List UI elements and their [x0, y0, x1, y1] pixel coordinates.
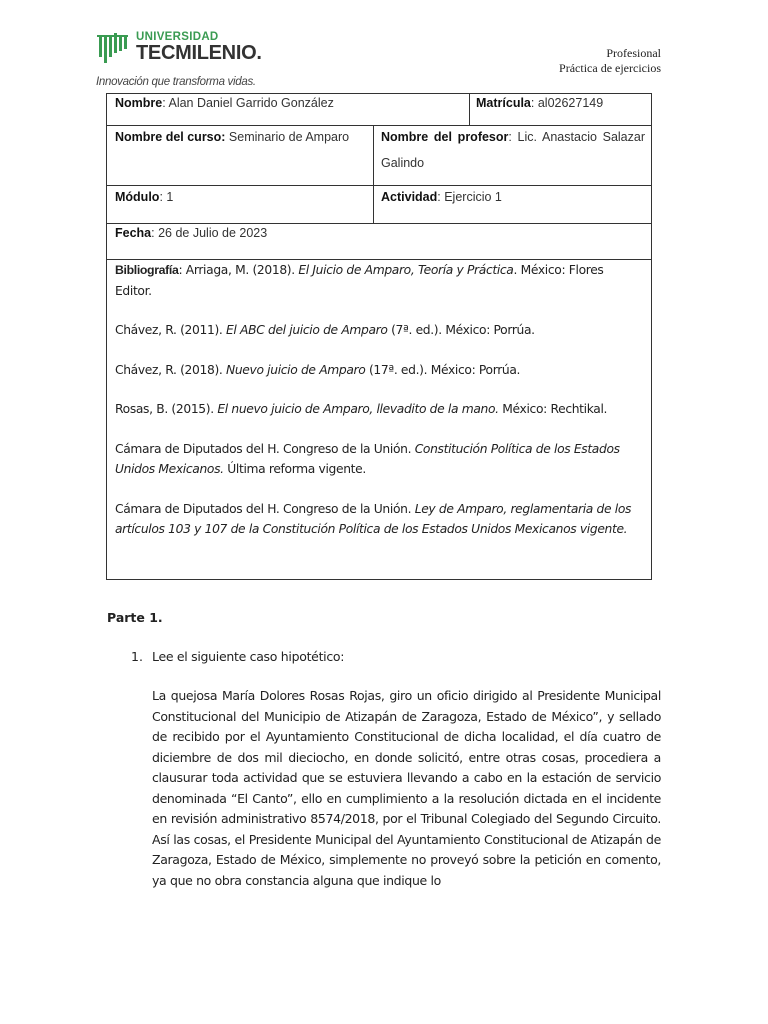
- logo-tagline: Innovación que transforma vidas.: [96, 76, 256, 88]
- bib-entry: [115, 320, 637, 341]
- profesor-label: Nombre del profesor: [381, 130, 509, 144]
- bib-entry-5-post: Última reforma vigente.: [223, 462, 366, 476]
- bib-entry: [115, 360, 637, 381]
- bib-entry: [115, 439, 637, 480]
- case-paragraph: La quejosa María Dolores Rosas Rojas, giro un oficio dirigido al Presidente Municipal Constitucional del Municipio de Atizapán de Zaragoza, Estado de México”, y sellado de recibido por el Ayuntamiento Constitucional de dicha localidad, el día cuatro de diciembre de dos mil dieciocho, en donde solicitó, entre otras cosas, procediera a clausurar toda actividad que se estuviera llevando a cabo en la estación de servicio denominada “El Canto”, ello en cumplimiento a la resolución dictada en el incidente en revisión administrativo 8574/2018, por el Tribunal Colegiado del Segundo Circuito. Así las cosas, el Presidente Municipal del Ayuntamiento Constitucional de Atizapán de Zaragoza, Estado de México, simplemente no proveyó sobre la petición en comento, ya que no obra constancia alguna que indique lo: [152, 688, 661, 888]
- bib-entry-2-post: (7ª. ed.). México: Porrúa.: [387, 323, 535, 337]
- curso-value: Seminario de Amparo: [225, 130, 350, 144]
- info-table: [106, 93, 652, 580]
- nombre-label: Nombre: [115, 96, 163, 110]
- cell-nombre: [115, 90, 465, 116]
- list-item-number: 1.: [131, 649, 143, 664]
- bib-entry-6-text: Cámara de Diputados del H. Congreso de la Unión.: [115, 501, 415, 516]
- bib-entry-4-text: Rosas, B. (2015).: [115, 402, 218, 416]
- matricula-label: Matrícula: [476, 96, 531, 110]
- bib-entry-5-text: Cámara de Diputados del H. Congreso de la Unión.: [115, 441, 415, 456]
- bib-entry-1-post: . México: Flores Editor.: [115, 263, 604, 298]
- bib-entry-3-title: Nuevo juicio de Amparo: [226, 362, 366, 377]
- bib-entry-4-title: El nuevo juicio de Amparo, llevadito de la mano.: [217, 402, 499, 416]
- bib-entry: [115, 499, 637, 540]
- bib-entry-2-text: Chávez, R. (2011).: [115, 323, 227, 337]
- actividad-label: Actividad: [381, 190, 438, 204]
- modulo-label: Módulo: [115, 190, 160, 204]
- logo-name-text: TECMILENIO.: [136, 42, 262, 64]
- profesor-value: : Lic. Anastacio Salazar Galindo: [381, 130, 645, 170]
- cell-profesor: [381, 124, 645, 176]
- bib-entry: [115, 399, 637, 420]
- tecmilenio-logo-icon: [97, 32, 133, 72]
- nombre-value: : Alan Daniel Garrido González: [162, 96, 334, 110]
- bib-entry-6-title: Ley de Amparo, reglamentaria de los artículos 103 y 107 de la Constitución Política de los Estados Unidos Mexicanos vigente.: [115, 501, 632, 536]
- list-item-text: Lee el siguiente caso hipotético:: [152, 649, 345, 664]
- bib-entry-5-title: Constitución Política de los Estados Unidos Mexicanos.: [115, 441, 620, 476]
- actividad-value: : Ejercicio 1: [437, 190, 502, 204]
- curso-label: Nombre del curso:: [115, 130, 226, 144]
- bib-entry-1-title: El Juicio de Amparo, Teoría y Práctica: [298, 263, 514, 277]
- bib-entry-3-text: Chávez, R. (2018).: [115, 362, 227, 377]
- bib-label: Bibliografía: [115, 263, 179, 277]
- logo-university-text: UNIVERSIDAD: [136, 31, 219, 43]
- cell-modulo: [115, 184, 365, 210]
- bib-entry-1-text: : Arriaga, M. (2018).: [178, 263, 299, 277]
- cell-curso: [115, 124, 367, 150]
- bib-entry-4-post: México: Rechtikal.: [498, 402, 608, 416]
- fecha-value: : 26 de Julio de 2023: [151, 226, 268, 240]
- fecha-label: Fecha: [115, 226, 152, 240]
- bib-entry-3-post: (17ª. ed.). México: Porrúa.: [365, 362, 521, 377]
- cell-matricula: [476, 90, 646, 116]
- header-level: Profesional: [606, 46, 661, 60]
- header-doc-type: Práctica de ejercicios: [559, 61, 661, 75]
- cell-actividad: [381, 184, 641, 210]
- section-heading: Parte 1.: [107, 610, 163, 625]
- bib-entry: [115, 260, 637, 301]
- bib-entry-2-title: El ABC del juicio de Amparo: [226, 323, 388, 337]
- bibliography-cell: [115, 260, 637, 540]
- matricula-value: : al02627149: [530, 96, 604, 110]
- cell-fecha: [115, 220, 635, 246]
- modulo-value: : 1: [159, 190, 174, 204]
